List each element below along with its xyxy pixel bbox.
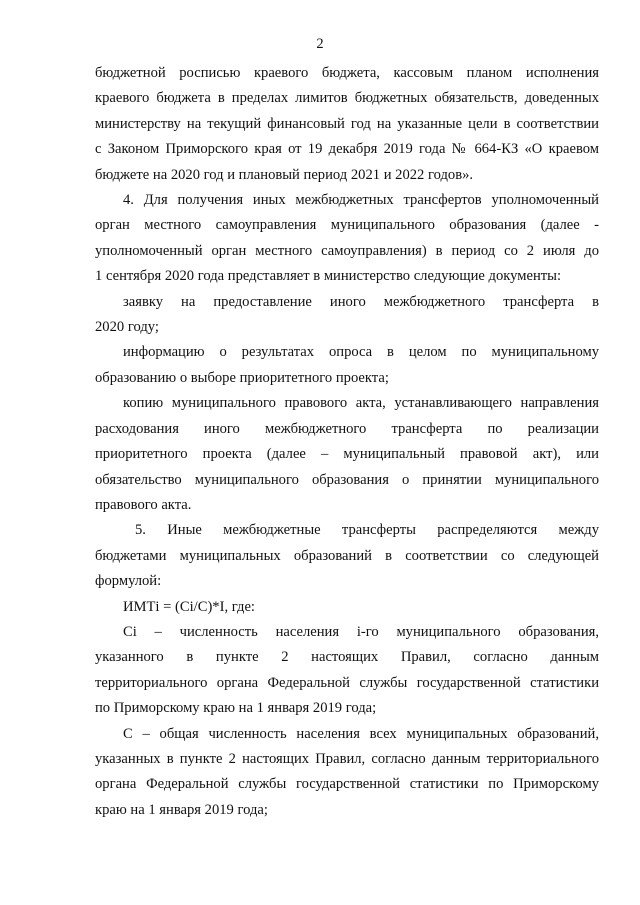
text-line: расходования иного межбюджетного трансферта по реализации xyxy=(95,420,599,437)
text-line: указанного в пункте 2 настоящих Правил, согласно данным xyxy=(95,649,599,666)
text-line: информацию о результатах опроса в целом по муниципальному xyxy=(123,344,599,361)
text-line: бюджетами муниципальных образований в соответствии со следующей xyxy=(95,547,599,564)
paragraph-legal-act xyxy=(95,391,599,518)
text-line: уполномоченный орган местного самоуправления) в период со 2 июля до xyxy=(95,242,599,259)
text-line: указанных в пункте 2 настоящих Правил, согласно данным территориального xyxy=(95,750,599,767)
text-line: 4. Для получения иных межбюджетных трансфертов уполномоченный xyxy=(123,192,599,209)
text-line: с Законом Приморского края от 19 декабря 2019 года № 664-КЗ «О краевом xyxy=(95,141,599,158)
text-line: образованию о выборе приоритетного проекта; xyxy=(95,369,389,386)
text-line: 1 сентября 2020 года представляет в министерство следующие документы: xyxy=(95,268,562,285)
paragraph-item-5 xyxy=(95,518,599,594)
text-line: по Приморскому краю на 1 января 2019 года; xyxy=(95,700,377,717)
text-line: С – общая численность населения всех муниципальных образований, xyxy=(123,725,599,742)
text-line: формулой: xyxy=(95,573,162,590)
text-line: территориального органа Федеральной службы государственной статистики xyxy=(95,674,599,691)
paragraph-item-4 xyxy=(95,188,599,290)
text-line: орган местного самоуправления муниципального образования (далее - xyxy=(95,217,599,234)
text-line: копию муниципального правового акта, устанавливающего направления xyxy=(123,395,599,412)
text-line: заявку на предоставление иного межбюджетного трансферта в xyxy=(123,293,599,310)
paragraph-application xyxy=(95,290,599,341)
paragraph-budget-continuation xyxy=(95,61,599,188)
page-number: 2 xyxy=(316,36,324,52)
formula: ИМТi = (Ci/C)*I, где: xyxy=(123,598,255,615)
paragraph-c-definition xyxy=(95,722,599,824)
text-line: краевого бюджета в пределах лимитов бюджетных обязательств, доведенных xyxy=(95,90,599,107)
text-line: бюджете на 2020 год и плановый период 2021 и 2022 годов». xyxy=(95,166,474,183)
text-line: правового акта. xyxy=(95,496,192,513)
paragraph-formula xyxy=(95,595,599,620)
text-line: приоритетного проекта (далее – муниципальный правовой акт), или xyxy=(95,446,599,463)
document-body xyxy=(95,61,599,823)
text-line: 2020 году; xyxy=(95,319,159,336)
text-line: краю на 1 января 2019 года; xyxy=(95,801,268,818)
text-line: министерству на текущий финансовый год на указанные цели в соответствии xyxy=(95,115,599,132)
text-line: 5. Иные межбюджетные трансферты распределяются между xyxy=(135,522,599,539)
text-line: бюджетной росписью краевого бюджета, кассовым планом исполнения xyxy=(95,65,599,81)
text-line: Ci – численность населения i-го муниципального образования, xyxy=(123,623,599,640)
text-line: обязательство муниципального образования о принятии муниципального xyxy=(95,471,599,488)
paragraph-ci-definition xyxy=(95,620,599,722)
text-line: органа Федеральной службы государственной статистики по Приморскому xyxy=(95,776,599,793)
paragraph-survey-info xyxy=(95,340,599,391)
